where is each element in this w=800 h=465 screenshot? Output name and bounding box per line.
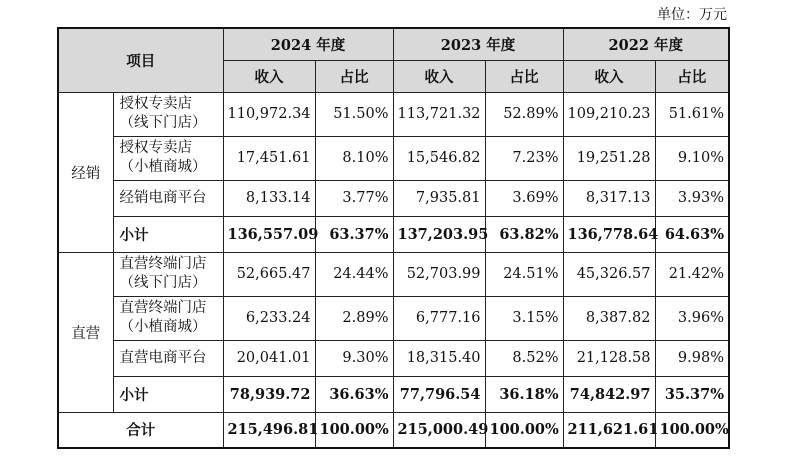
revenue-table <box>57 27 730 449</box>
value-cell: 18,315.40 <box>393 340 485 376</box>
value-cell: 100.00% <box>655 412 729 448</box>
value-cell: 36.63% <box>315 376 393 412</box>
item-cell <box>113 92 223 136</box>
value-cell: 51.50% <box>315 92 393 136</box>
value-cell: 8,133.14 <box>223 180 315 216</box>
value-cell: 45,326.57 <box>563 252 655 296</box>
item-cell: 直营电商平台 <box>113 340 223 376</box>
value-cell: 110,972.34 <box>223 92 315 136</box>
header-year-2022: 2022 年度 <box>563 28 729 60</box>
value-cell: 63.82% <box>485 216 563 252</box>
item-line: 直营终端门店 <box>119 300 207 316</box>
header-revenue: 收入 <box>393 60 485 92</box>
value-cell: 35.37% <box>655 376 729 412</box>
value-cell: 9.30% <box>315 340 393 376</box>
value-cell: 63.37% <box>315 216 393 252</box>
value-cell: 109,210.23 <box>563 92 655 136</box>
value-cell: 17,451.61 <box>223 136 315 180</box>
value-cell: 3.96% <box>655 296 729 340</box>
unit-label: 单位：万元 <box>657 7 727 23</box>
value-cell: 215,000.49 <box>393 412 485 448</box>
value-cell: 137,203.95 <box>393 216 485 252</box>
item-line: 授权专卖店 <box>119 96 192 112</box>
value-cell: 19,251.28 <box>563 136 655 180</box>
item-cell: 经销电商平台 <box>113 180 223 216</box>
group-label: 经销 <box>58 92 113 252</box>
item-line: （小植商城） <box>119 159 207 175</box>
value-cell: 8,387.82 <box>563 296 655 340</box>
value-cell: 136,778.64 <box>563 216 655 252</box>
item-line: （线下门店） <box>119 115 207 131</box>
table-row <box>58 296 729 340</box>
value-cell: 100.00% <box>315 412 393 448</box>
total-label: 合计 <box>58 412 223 448</box>
group-label: 直营 <box>58 252 113 412</box>
table-row <box>58 92 729 136</box>
value-cell: 3.77% <box>315 180 393 216</box>
value-cell: 211,621.61 <box>563 412 655 448</box>
subtotal-row <box>58 216 729 252</box>
value-cell: 113,721.32 <box>393 92 485 136</box>
value-cell: 6,233.24 <box>223 296 315 340</box>
value-cell: 21.42% <box>655 252 729 296</box>
value-cell: 8.52% <box>485 340 563 376</box>
item-line: 直营终端门店 <box>119 256 207 272</box>
value-cell: 77,796.54 <box>393 376 485 412</box>
item-cell <box>113 136 223 180</box>
header-year-2023: 2023 年度 <box>393 28 563 60</box>
value-cell: 9.10% <box>655 136 729 180</box>
value-cell: 74,842.97 <box>563 376 655 412</box>
value-cell: 9.98% <box>655 340 729 376</box>
value-cell: 8,317.13 <box>563 180 655 216</box>
value-cell: 15,546.82 <box>393 136 485 180</box>
value-cell: 24.51% <box>485 252 563 296</box>
value-cell: 21,128.58 <box>563 340 655 376</box>
value-cell: 3.69% <box>485 180 563 216</box>
value-cell: 136,557.09 <box>223 216 315 252</box>
table-row <box>58 136 729 180</box>
value-cell: 7,935.81 <box>393 180 485 216</box>
value-cell: 2.89% <box>315 296 393 340</box>
header-year-2024: 2024 年度 <box>223 28 393 60</box>
value-cell: 7.23% <box>485 136 563 180</box>
header-share: 占比 <box>315 60 393 92</box>
header-share: 占比 <box>655 60 729 92</box>
value-cell: 20,041.01 <box>223 340 315 376</box>
value-cell: 24.44% <box>315 252 393 296</box>
table-row <box>58 180 729 216</box>
header-revenue: 收入 <box>563 60 655 92</box>
value-cell: 36.18% <box>485 376 563 412</box>
table-row <box>58 340 729 376</box>
header-revenue: 收入 <box>223 60 315 92</box>
subtotal-row <box>58 376 729 412</box>
header-share: 占比 <box>485 60 563 92</box>
value-cell: 52,703.99 <box>393 252 485 296</box>
value-cell: 3.15% <box>485 296 563 340</box>
header-item: 项目 <box>58 28 223 92</box>
value-cell: 8.10% <box>315 136 393 180</box>
value-cell: 51.61% <box>655 92 729 136</box>
table-row <box>58 252 729 296</box>
value-cell: 52.89% <box>485 92 563 136</box>
item-cell <box>113 296 223 340</box>
value-cell: 6,777.16 <box>393 296 485 340</box>
value-cell: 100.00% <box>485 412 563 448</box>
value-cell: 52,665.47 <box>223 252 315 296</box>
value-cell: 3.93% <box>655 180 729 216</box>
value-cell: 78,939.72 <box>223 376 315 412</box>
item-line: 授权专卖店 <box>119 140 192 156</box>
subtotal-label: 小计 <box>113 376 223 412</box>
total-row <box>58 412 729 448</box>
item-cell <box>113 252 223 296</box>
value-cell: 64.63% <box>655 216 729 252</box>
item-line: （线下门店） <box>119 275 207 291</box>
subtotal-label: 小计 <box>113 216 223 252</box>
item-line: （小植商城） <box>119 319 207 335</box>
value-cell: 215,496.81 <box>223 412 315 448</box>
